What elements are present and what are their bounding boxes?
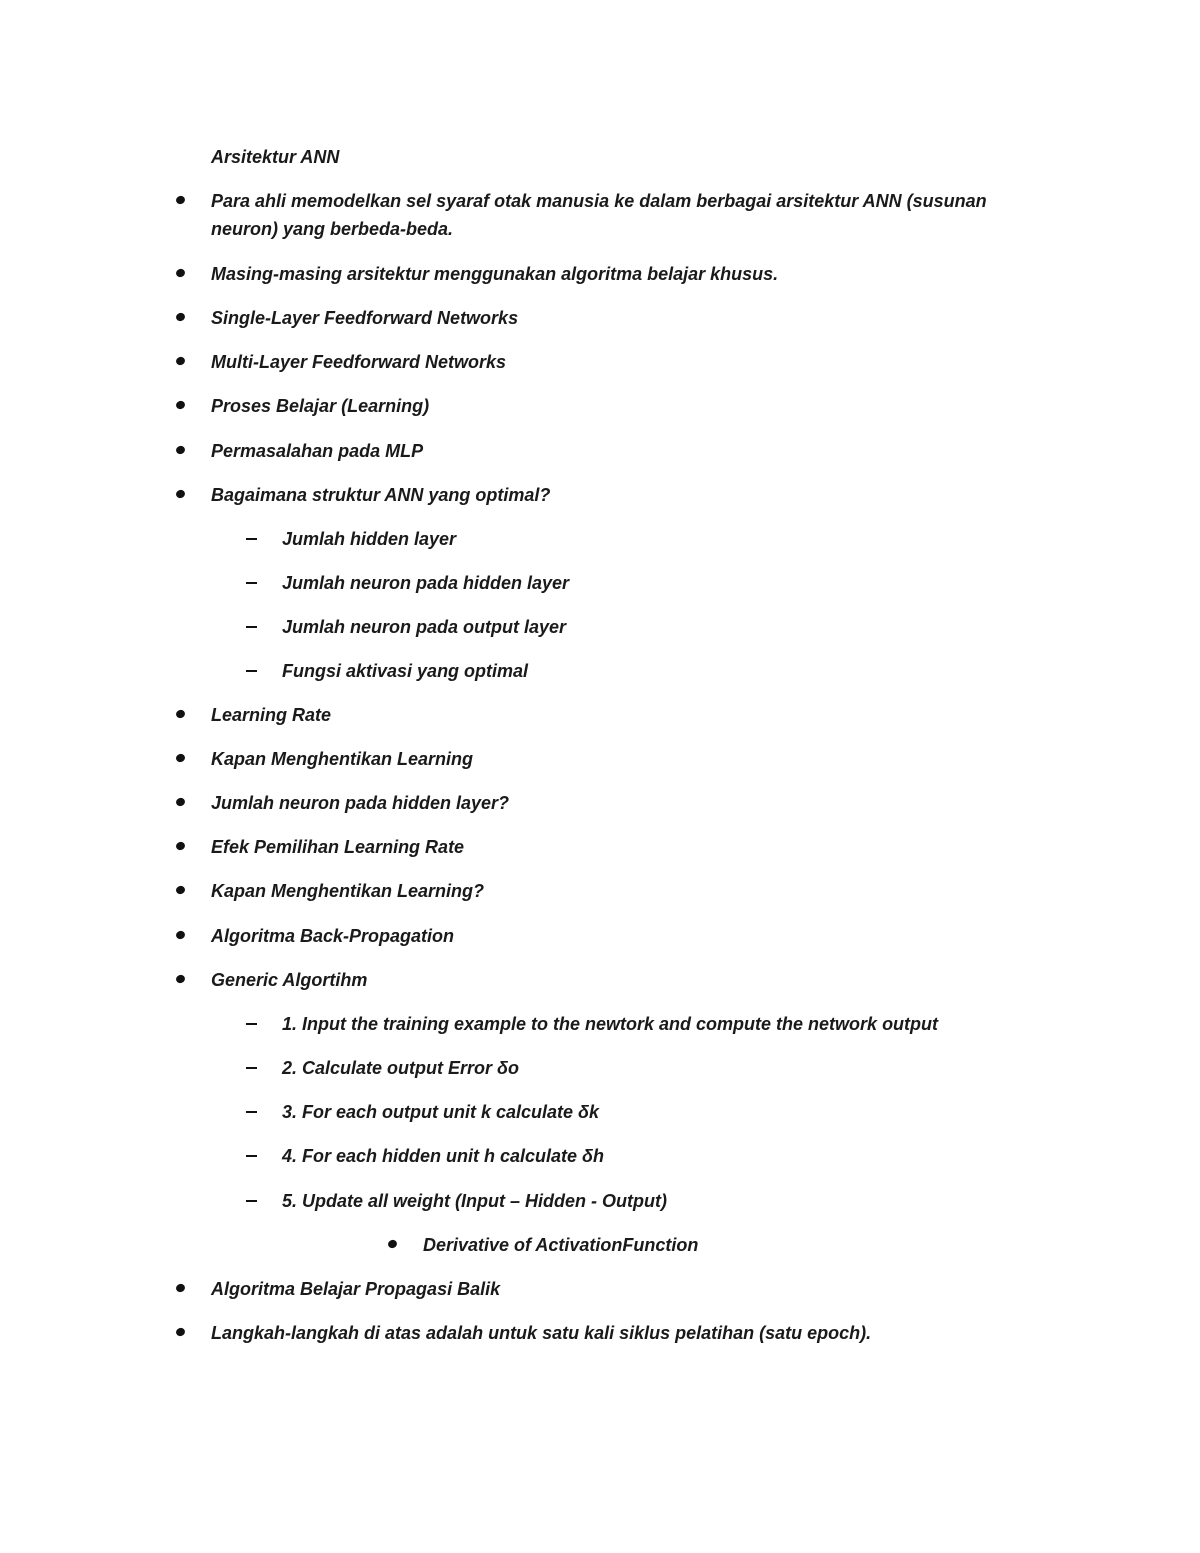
bullet-icon <box>175 753 186 764</box>
dash-marker <box>246 1111 257 1113</box>
bullet-icon <box>175 1327 186 1338</box>
heading-line <box>0 143 1200 173</box>
dash-marker <box>246 1023 257 1025</box>
list-item <box>0 657 1200 687</box>
list-item-text: Masing-masing arsitektur menggunakan algoritma belajar khusus. <box>211 264 779 284</box>
bullet-icon <box>387 1239 398 1250</box>
list-item <box>0 701 1200 731</box>
list-item-text: Multi-Layer Feedforward Networks <box>211 352 507 372</box>
list-item-text: Efek Pemilihan Learning Rate <box>211 837 465 857</box>
list-item-text: Jumlah hidden layer <box>282 529 457 549</box>
list-item-text: Kapan Menghentikan Learning? <box>211 881 485 901</box>
list-item <box>0 304 1200 334</box>
bullet-icon <box>175 312 186 323</box>
dash-marker <box>246 670 257 672</box>
dash-marker <box>246 538 257 540</box>
list-item-text: Derivative of ActivationFunction <box>423 1235 699 1255</box>
list-item-text: Fungsi aktivasi yang optimal <box>282 661 529 681</box>
list-item-text: Bagaimana struktur ANN yang optimal? <box>211 485 551 505</box>
list-item <box>0 833 1200 863</box>
bullet-icon <box>175 268 186 279</box>
bullet-icon <box>175 974 186 985</box>
list-item <box>0 922 1200 952</box>
list-item-text: 3. For each output unit k calculate δk <box>282 1102 600 1122</box>
list-item <box>0 745 1200 775</box>
list-item <box>0 1275 1200 1305</box>
list-item <box>0 1319 1200 1349</box>
bullet-icon <box>175 930 186 941</box>
list-item-text: 5. Update all weight (Input – Hidden - Output) <box>282 1191 667 1211</box>
bullet-icon <box>175 1283 186 1294</box>
list-item <box>0 481 1200 511</box>
list-item <box>0 966 1200 996</box>
list-item-text: Algoritma Back-Propagation <box>211 926 455 946</box>
dash-marker <box>246 626 257 628</box>
list-item <box>0 613 1200 643</box>
list-item-text: Jumlah neuron pada hidden layer? <box>211 793 510 813</box>
list-item-text: Single-Layer Feedforward Networks <box>211 308 519 328</box>
list-item <box>0 437 1200 467</box>
list-item-text: 1. Input the training example to the newtork and compute the network output <box>282 1014 939 1034</box>
list-item-text: Langkah-langkah di atas adalah untuk satu kali siklus pelatihan (satu epoch). <box>211 1323 872 1343</box>
bullet-icon <box>175 400 186 411</box>
document-heading: Arsitektur ANN <box>211 147 340 167</box>
list-item-text: Algoritma Belajar Propagasi Balik <box>211 1279 501 1299</box>
bullet-icon <box>175 841 186 852</box>
list-item-text: Learning Rate <box>211 705 332 725</box>
list-item-text: 2. Calculate output Error δo <box>282 1058 520 1078</box>
list-item-text: Jumlah neuron pada output layer <box>282 617 567 637</box>
list-item <box>0 187 1200 239</box>
list-item <box>0 1010 1200 1040</box>
list-item <box>0 1187 1200 1217</box>
dash-marker <box>246 1067 257 1069</box>
dash-marker <box>246 1200 257 1202</box>
bullet-icon <box>175 709 186 720</box>
dash-marker <box>246 582 257 584</box>
list-item <box>0 348 1200 378</box>
list-item-text: 4. For each hidden unit h calculate δh <box>282 1146 605 1166</box>
list-item <box>0 260 1200 290</box>
list-item <box>0 1231 1200 1261</box>
list-item <box>0 569 1200 599</box>
bullet-icon <box>175 356 186 367</box>
list-item-text: Kapan Menghentikan Learning <box>211 749 474 769</box>
list-item-text: Para ahli memodelkan sel syaraf otak manusia ke dalam berbagai arsitektur ANN (susunan neuron) yang berbeda-beda. <box>211 191 987 239</box>
list-item-text: Jumlah neuron pada hidden layer <box>282 573 570 593</box>
list-item <box>0 1098 1200 1128</box>
list-item <box>0 392 1200 422</box>
dash-marker <box>246 1155 257 1157</box>
list-item <box>0 877 1200 907</box>
list-item <box>0 1054 1200 1084</box>
list-item-text: Permasalahan pada MLP <box>211 441 424 461</box>
bullet-icon <box>175 445 186 456</box>
bullet-icon <box>175 797 186 808</box>
bullet-icon <box>175 195 186 206</box>
list-item <box>0 1142 1200 1172</box>
bullet-icon <box>175 885 186 896</box>
list-item <box>0 789 1200 819</box>
list-item-text: Generic Algortihm <box>211 970 368 990</box>
list-item <box>0 525 1200 555</box>
bullet-icon <box>175 489 186 500</box>
list-item-text: Proses Belajar (Learning) <box>211 396 430 416</box>
